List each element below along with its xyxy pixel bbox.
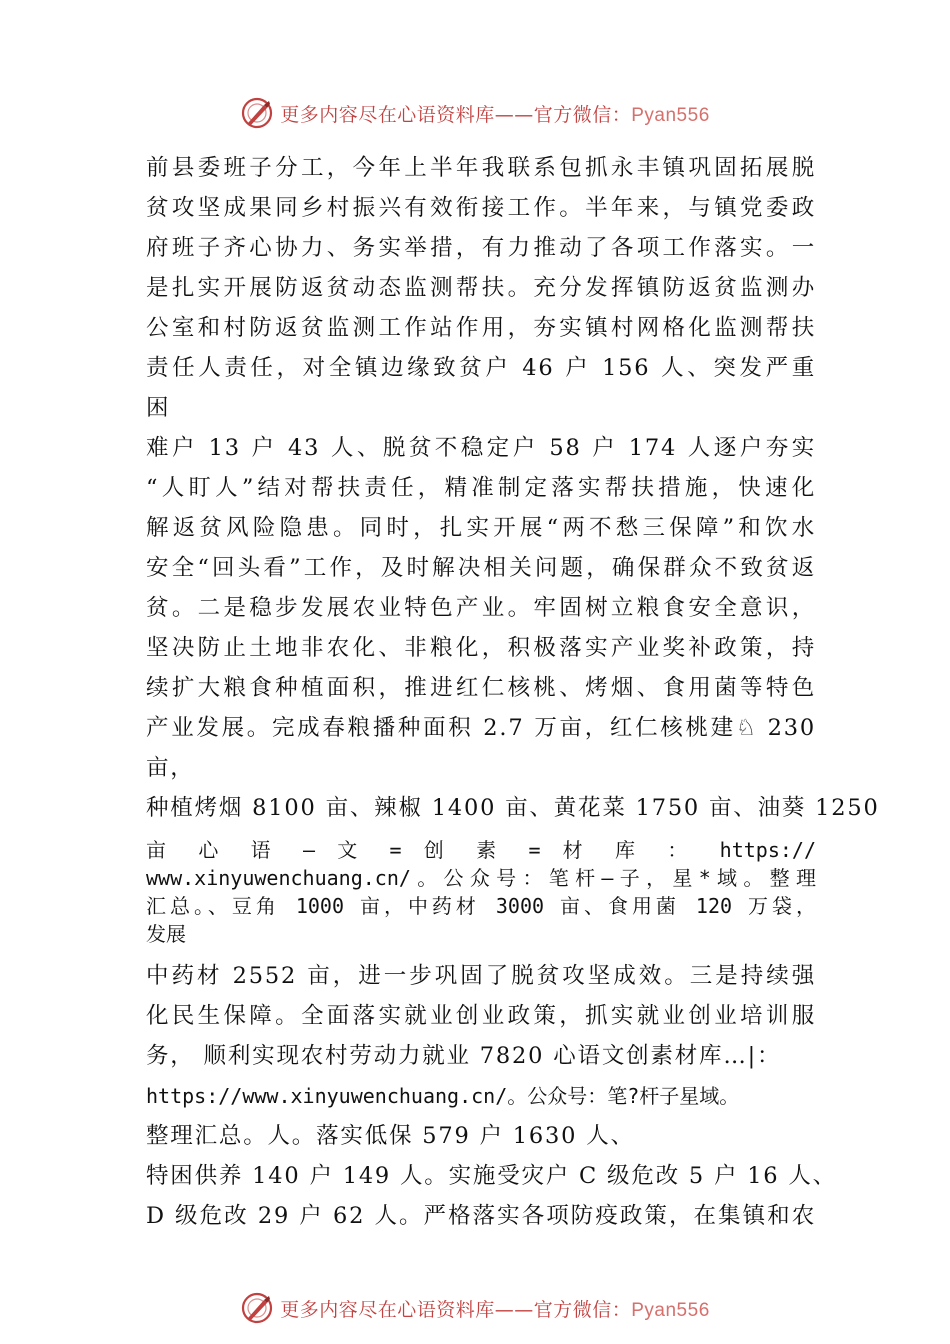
header-banner-title: 更多内容尽在心语资料库 <box>280 103 495 126</box>
text-line: 责任人责任，对全镇边缘致贫户 46 户 156 人、突发严重 <box>146 355 816 381</box>
text-line: 坚决防止土地非农化、非粮化，积极落实产业奖补政策，持 <box>146 635 816 661</box>
text-line: 安全“回头看”工作，及时解决相关问题，确保群众不致贫返 <box>146 555 816 581</box>
watermark-line: www.xinyuwenchuang.cn/。公众号：笔杆—子，星*域。整理 <box>146 866 816 890</box>
text-line: 汇总。、豆角 1000 亩，中药材 3000 亩、食用菌 120 万袋， <box>146 894 816 918</box>
text-line: 公室和村防返贫监测工作站作用，夯实镇村网格化监测帮扶 <box>146 315 816 341</box>
text-line: 亩， <box>146 755 195 781</box>
pen-logo-icon <box>240 1291 274 1325</box>
text-line: D 级危改 29 户 62 人。严格落实各项防疫政策，在集镇和农 <box>146 1203 816 1229</box>
watermark-line: 亩 心 语 — 文 = 创 素 = 材 库 ： https:// <box>146 838 816 862</box>
text-line: 续扩大粮食种植面积，推进红仁核桃、烤烟、食用菌等特色 <box>146 675 816 701</box>
text-line: 贫攻坚成果同乡村振兴有效衔接工作。半年来，与镇党委政 <box>146 195 816 221</box>
text-line: 困 <box>146 395 171 421</box>
text-line: 中药材 2552 亩，进一步巩固了脱贫攻坚成效。三是持续强 <box>146 963 816 989</box>
text-line: 府班子齐心协力、务实举措，有力推动了各项工作落实。一 <box>146 235 816 261</box>
text-line: 种植烤烟 8100 亩、辣椒 1400 亩、黄花菜 1750 亩、油葵 1250 <box>146 795 880 821</box>
text-line: “人盯人”结对帮扶责任，精准制定落实帮扶措施，快速化 <box>146 475 816 501</box>
header-banner-account: Pyan556 <box>631 104 710 126</box>
text-line: 前县委班子分工，今年上半年我联系包抓永丰镇巩固拓展脱 <box>146 155 816 181</box>
pen-logo-icon <box>240 96 274 130</box>
text-line: 产业发展。完成春粮播种面积 2.7 万亩，红仁核桃建♘ 230 <box>146 715 816 741</box>
footer-banner <box>0 1288 950 1328</box>
text-line: 贫。二是稳步发展农业特色产业。牢固树立粮食安全意识， <box>146 595 816 621</box>
text-line: 难户 13 户 43 人、脱贫不稳定户 58 户 174 人逐户夯实 <box>146 435 816 461</box>
text-line: 是扎实开展防返贫动态监测帮扶。充分发挥镇防返贫监测办 <box>146 275 816 301</box>
watermark-line: https://www.xinyuwenchuang.cn/。公众号：笔?杆子星域。 <box>146 1084 740 1108</box>
footer-banner-account: Pyan556 <box>631 1299 710 1321</box>
header-banner-label: 官方微信： <box>533 103 632 126</box>
text-line: 化民生保障。全面落实就业创业政策，抓实就业创业培训服 <box>146 1003 816 1029</box>
footer-banner-text <box>280 1295 710 1322</box>
watermark-line: 务， 顺利实现农村劳动力就业 7820 心语文创素材库…|： <box>146 1043 782 1069</box>
text-line: 特困供养 140 户 149 人。实施受灾户 C 级危改 5 户 16 人、 <box>146 1163 837 1189</box>
document-body <box>146 148 880 1236</box>
text-line: 发展 <box>146 922 186 946</box>
text-line: 解返贫风险隐患。同时，扎实开展“两不愁三保障”和饮水 <box>146 515 816 541</box>
header-banner-dash: —— <box>494 103 534 126</box>
footer-banner-label: 官方微信： <box>533 1298 632 1321</box>
text-line: 整理汇总。人。落实低保 579 户 1630 人、 <box>146 1123 635 1149</box>
footer-banner-dash: —— <box>494 1298 534 1321</box>
header-banner-text <box>280 100 710 127</box>
header-banner <box>0 93 950 133</box>
footer-banner-title: 更多内容尽在心语资料库 <box>280 1298 495 1321</box>
